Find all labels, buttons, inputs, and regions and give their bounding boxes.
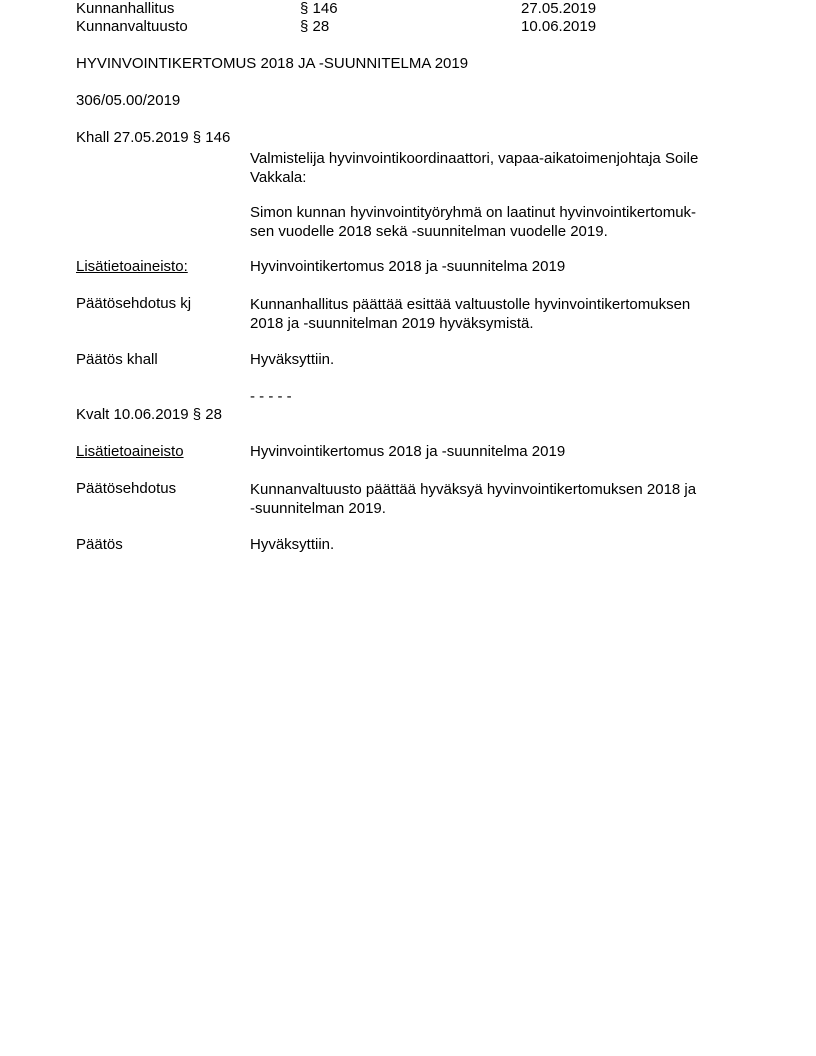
khall-decision-label: Päätös khall [76,351,158,368]
record-number: 306/05.00/2019 [76,92,181,109]
khall-preparer-line-2: Vakkala: [250,169,307,186]
khall-body-line-2: sen vuodelle 2018 sekä -suunnitelman vuodelle 2019. [250,223,608,240]
header-row-2-section: § 28 [300,18,330,35]
khall-heading: Khall 27.05.2019 § 146 [76,129,231,146]
khall-attachments-value: Hyvinvointikertomus 2018 ja -suunnitelma 2019 [250,258,566,275]
khall-body [250,203,736,241]
kvalt-decision-value: Hyväksyttiin. [250,536,335,553]
khall-preparer-line-1: Valmistelija hyvinvointikoordinaattori, vapaa-aikatoimenjohtaja Soile [250,150,699,167]
kvalt-decision-label: Päätös [76,536,123,553]
khall-proposal [250,295,736,333]
header-row-2-date: 10.06.2019 [521,18,597,35]
kvalt-proposal-label: Päätösehdotus [76,480,177,497]
kvalt-heading: Kvalt 10.06.2019 § 28 [76,406,222,423]
khall-proposal-line-1: Kunnanhallitus päättää esittää valtuustolle hyvinvointikertomuksen [250,296,691,313]
khall-decision-value: Hyväksyttiin. [250,351,335,368]
khall-body-line-1: Simon kunnan hyvinvointityöryhmä on laatinut hyvinvointikertomuk- [250,204,697,221]
header-row-1-section: § 146 [300,0,338,17]
header-row-1-date: 27.05.2019 [521,0,597,17]
khall-proposal-line-2: 2018 ja -suunnitelman 2019 hyväksymistä. [250,315,534,332]
kvalt-proposal [250,480,736,518]
document-title: HYVINVOINTIKERTOMUS 2018 JA -SUUNNITELMA 2019 [76,55,469,72]
header-row-1-body: Kunnanhallitus [76,0,175,17]
khall-proposal-label: Päätösehdotus kj [76,295,192,312]
kvalt-attachments-label: Lisätietoaineisto [76,443,184,460]
kvalt-proposal-line-1: Kunnanvaltuusto päättää hyväksyä hyvinvointikertomuksen 2018 ja [250,481,697,498]
kvalt-attachments-value: Hyvinvointikertomus 2018 ja -suunnitelma 2019 [250,443,566,460]
khall-preparer [250,149,736,187]
kvalt-proposal-line-2: -suunnitelman 2019. [250,500,386,517]
khall-attachments-label: Lisätietoaineisto: [76,258,188,275]
header-row-2-body: Kunnanvaltuusto [76,18,188,35]
section-separator: - - - - - [250,388,292,405]
